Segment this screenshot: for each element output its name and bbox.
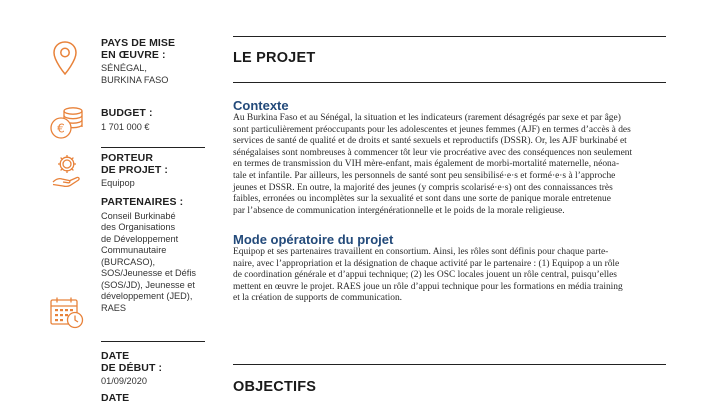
- budget-value: 1 701 000 €: [101, 121, 150, 132]
- project-sidebar: [0, 0, 222, 404]
- partenaires-value: Conseil Burkinabé des Organisations de Développement Communautaire (BURCASO), SOS/Jeunesse et Défis (SOS/JD), Jeunesse et développement (JED), RAES: [101, 210, 196, 313]
- section-title-projet: LE PROJET: [233, 50, 316, 66]
- project-main: [233, 0, 666, 400]
- mode-operatoire-paragraph: Equipop et ses partenaires travaillent en consortium. Ainsi, les rôles sont définis pour chaque parte- naire, avec l’appropriation et la désignation de chaque activité par le partenaire : (1) Equipop a un rôle de coordination générale et d’appui technique; (2) les OSC locales jouent un rôle central, puisqu’elles mettent en œuvre le projet. RAES joue un rôle d’appui technique pour les formations en média training et la création de supports de communication.: [233, 247, 623, 304]
- sidebar-divider: [101, 147, 205, 148]
- map-pin-icon: [52, 40, 78, 76]
- section-rule: [233, 36, 666, 37]
- mode-operatoire-heading: Mode opératoire du projet: [233, 232, 394, 247]
- budget-label: BUDGET :: [101, 107, 153, 119]
- location-label: PAYS DE MISE EN ŒUVRE :: [101, 37, 176, 61]
- section-title-objectifs: OBJECTIFS: [233, 379, 317, 395]
- sidebar-divider: [101, 341, 205, 342]
- date-debut-value: 01/09/2020: [101, 376, 147, 386]
- location-value: SÉNÉGAL, BURKINA FASO: [101, 63, 169, 85]
- porteur-value: Equipop: [101, 178, 135, 188]
- calendar-clock-icon: [49, 296, 85, 330]
- date-debut-label: DATE DE DÉBUT :: [101, 350, 163, 374]
- date-fin-label: DATE: [101, 392, 130, 404]
- contexte-heading: Contexte: [233, 98, 289, 113]
- coins-euro-icon: [49, 105, 87, 141]
- contexte-paragraph: Au Burkina Faso et au Sénégal, la situation et les indicateurs (rarement désagrégés par sexe et par âge) sont particulièrement préoccupants pour les adolescentes et jeunes femmes (AJF) en termes d’accès à des services de santé de qualité et de droits et santé sexuels et reproductifs (DSSR). Or, les AJF burkinabé et sénégalaises sont nombreuses à commencer tôt leur vie procréative avec des conséquences non seulement en termes de transmission du VIH mère-enfant, mais également de morbi-mortalité maternelle, néona- tale et infantile. Par ailleurs, les personnels de santé sont peu sensibilisé·e·s et formé·e·s à l’approche jeunes et DSSR. En outre, la majorité des jeunes (y compris scolarisé·e·s) ont des connaissances très faibles, erronées ou incomplètes sur la sexualité et sont dans une sorte de panique morale entretenue par l’absence de communication intergénérationnelle et le poids de la morale religieuse.: [233, 113, 633, 216]
- partenaires-label: PARTENAIRES :: [101, 196, 184, 208]
- gear-hand-icon: [51, 153, 83, 189]
- section-rule: [233, 364, 666, 365]
- svg-text:€: €: [57, 121, 65, 136]
- porteur-label: PORTEUR DE PROJET :: [101, 152, 169, 176]
- section-rule: [233, 82, 666, 83]
